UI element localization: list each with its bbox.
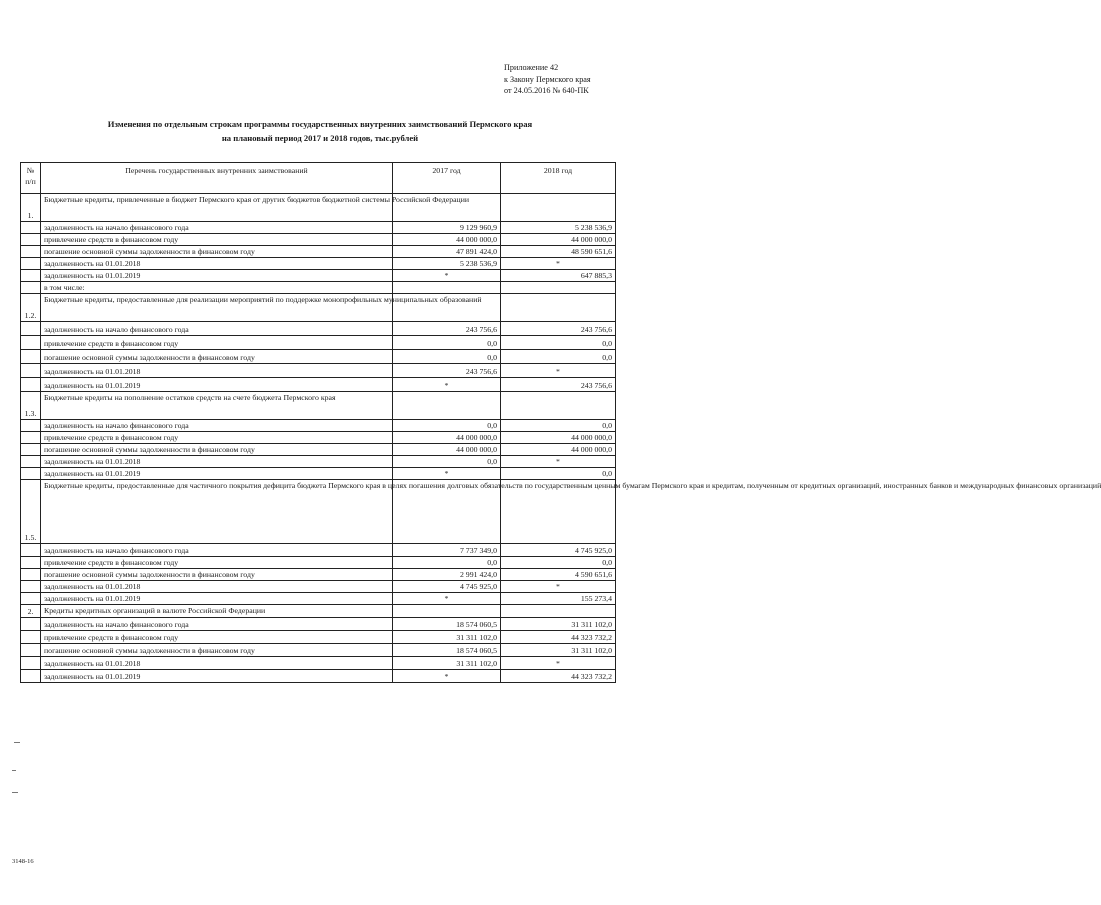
table-row bbox=[21, 222, 616, 234]
row-name: погашение основной суммы задолженности в финансовом году bbox=[41, 569, 393, 581]
row-name: задолженность на начало финансового года bbox=[41, 618, 393, 631]
row-number bbox=[21, 444, 41, 456]
value-2018: 155 273,4 bbox=[501, 593, 616, 605]
section-row bbox=[21, 480, 616, 544]
value-2018: 0,0 bbox=[501, 336, 616, 350]
table-row bbox=[21, 350, 616, 364]
row-number: 1.5. bbox=[21, 480, 41, 544]
row-number bbox=[21, 222, 41, 234]
row-number bbox=[21, 569, 41, 581]
title-line: на плановый период 2017 и 2018 годов, тыс.рублей bbox=[221, 132, 419, 143]
row-number bbox=[21, 432, 41, 444]
row-number bbox=[21, 468, 41, 480]
row-name: задолженность на 01.01.2018 bbox=[41, 657, 393, 670]
row-number bbox=[21, 593, 41, 605]
row-number bbox=[21, 670, 41, 683]
row-number bbox=[21, 544, 41, 557]
table-row bbox=[21, 593, 616, 605]
row-name: задолженность на 01.01.2019 bbox=[41, 593, 393, 605]
row-name: погашение основной суммы задолженности в финансовом году bbox=[41, 246, 393, 258]
value-2017: 0,0 bbox=[393, 336, 501, 350]
document-title bbox=[40, 118, 600, 145]
row-name: Бюджетные кредиты, предоставленные для частичного покрытия дефицита бюджета Пермского края в целях погашения долговых обязательств по государственным ценным бумагам Пермского края и кредитам, полученным от кредитных организаций, иностранных банков и международных финансовых организаций bbox=[41, 480, 393, 544]
row-number bbox=[21, 258, 41, 270]
table-row bbox=[21, 432, 616, 444]
row-number bbox=[21, 456, 41, 468]
section-row bbox=[21, 294, 616, 322]
table-row bbox=[21, 569, 616, 581]
row-number bbox=[21, 322, 41, 336]
value-2017: 47 891 424,0 bbox=[393, 246, 501, 258]
row-number bbox=[21, 618, 41, 631]
value-2017: 44 000 000,0 bbox=[393, 444, 501, 456]
value-2017: * bbox=[393, 378, 501, 392]
value-2018: 48 590 651,6 bbox=[501, 246, 616, 258]
row-name: привлечение средств в финансовом году bbox=[41, 234, 393, 246]
table-row bbox=[21, 336, 616, 350]
row-name: привлечение средств в финансовом году bbox=[41, 336, 393, 350]
value-2018: * bbox=[501, 581, 616, 593]
table-row bbox=[21, 468, 616, 480]
value-2018 bbox=[501, 294, 616, 322]
row-number bbox=[21, 644, 41, 657]
document-code: 3148-16 bbox=[12, 858, 34, 865]
value-2018: 31 311 102,0 bbox=[501, 644, 616, 657]
table-row bbox=[21, 258, 616, 270]
value-2018: 4 745 925,0 bbox=[501, 544, 616, 557]
value-2018: 31 311 102,0 bbox=[501, 618, 616, 631]
row-name: задолженность на 01.01.2018 bbox=[41, 456, 393, 468]
value-2018 bbox=[501, 282, 616, 294]
header-2017: 2017 год bbox=[393, 163, 501, 194]
borrowings-table bbox=[20, 162, 1101, 683]
value-2018: 243 756,6 bbox=[501, 322, 616, 336]
value-2018: 0,0 bbox=[501, 468, 616, 480]
row-number bbox=[21, 234, 41, 246]
value-2018: * bbox=[501, 657, 616, 670]
row-name: задолженность на 01.01.2018 bbox=[41, 258, 393, 270]
value-2018: 647 885,3 bbox=[501, 270, 616, 282]
row-name: задолженность на начало финансового года bbox=[41, 544, 393, 557]
row-number bbox=[21, 420, 41, 432]
value-2017: 44 000 000,0 bbox=[393, 234, 501, 246]
value-2018: 44 323 732,2 bbox=[501, 631, 616, 644]
row-number bbox=[21, 557, 41, 569]
value-2017: 4 745 925,0 bbox=[393, 581, 501, 593]
row-name: в том числе: bbox=[41, 282, 393, 294]
value-2018: * bbox=[501, 456, 616, 468]
row-name: задолженность на начало финансового года bbox=[41, 322, 393, 336]
table-row bbox=[21, 644, 616, 657]
value-2017: 243 756,6 bbox=[393, 364, 501, 378]
value-2018 bbox=[501, 194, 616, 222]
value-2018: 0,0 bbox=[501, 350, 616, 364]
table-row bbox=[21, 234, 616, 246]
section-row bbox=[21, 605, 616, 618]
table-body bbox=[21, 194, 1101, 683]
row-number: 1. bbox=[21, 194, 41, 222]
value-2018: 44 000 000,0 bbox=[501, 444, 616, 456]
table-header-row bbox=[21, 163, 616, 194]
row-number: 1.3. bbox=[21, 392, 41, 420]
value-2017: 31 311 102,0 bbox=[393, 657, 501, 670]
row-number: 2. bbox=[21, 605, 41, 618]
row-number bbox=[21, 282, 41, 294]
table-row bbox=[21, 270, 616, 282]
value-2018: * bbox=[501, 364, 616, 378]
row-name: задолженность на начало финансового года bbox=[41, 420, 393, 432]
header-2018: 2018 год bbox=[501, 163, 616, 194]
table-row bbox=[21, 670, 616, 683]
row-name: погашение основной суммы задолженности в финансовом году bbox=[41, 644, 393, 657]
row-number bbox=[21, 581, 41, 593]
appendix-line: к Закону Пермского края bbox=[504, 74, 591, 84]
row-name: Кредиты кредитных организаций в валюте Российской Федерации bbox=[41, 605, 393, 618]
value-2017: 0,0 bbox=[393, 456, 501, 468]
value-2017 bbox=[393, 392, 501, 420]
row-name: Бюджетные кредиты на пополнение остатков средств на счете бюджета Пермского края bbox=[41, 392, 393, 420]
row-name: погашение основной суммы задолженности в финансовом году bbox=[41, 350, 393, 364]
table-row bbox=[21, 618, 616, 631]
value-2018 bbox=[501, 605, 616, 618]
row-name: задолженность на начало финансового года bbox=[41, 222, 393, 234]
row-name: привлечение средств в финансовом году bbox=[41, 557, 393, 569]
row-name: задолженность на 01.01.2019 bbox=[41, 270, 393, 282]
value-2017: 0,0 bbox=[393, 420, 501, 432]
row-number bbox=[21, 270, 41, 282]
value-2017: 18 574 060,5 bbox=[393, 644, 501, 657]
appendix-reference bbox=[504, 62, 591, 97]
row-number bbox=[21, 378, 41, 392]
value-2018 bbox=[501, 392, 616, 420]
value-2018: 44 000 000,0 bbox=[501, 234, 616, 246]
value-2018: 44 323 732,2 bbox=[501, 670, 616, 683]
header-name: Перечень государственных внутренних заимствований bbox=[41, 163, 393, 194]
value-2017: 18 574 060,5 bbox=[393, 618, 501, 631]
value-2017: 5 238 536,9 bbox=[393, 258, 501, 270]
value-2017: * bbox=[393, 593, 501, 605]
scan-mark bbox=[14, 742, 20, 743]
table-row bbox=[21, 322, 616, 336]
value-2017: * bbox=[393, 670, 501, 683]
value-2017: 9 129 960,9 bbox=[393, 222, 501, 234]
table-row bbox=[21, 246, 616, 258]
section-row bbox=[21, 392, 616, 420]
value-2017: 2 991 424,0 bbox=[393, 569, 501, 581]
row-number bbox=[21, 631, 41, 644]
value-2017: 0,0 bbox=[393, 557, 501, 569]
scan-mark bbox=[12, 770, 16, 771]
table-row bbox=[21, 456, 616, 468]
value-2018: 44 000 000,0 bbox=[501, 432, 616, 444]
value-2017: 44 000 000,0 bbox=[393, 432, 501, 444]
row-name: привлечение средств в финансовом году bbox=[41, 631, 393, 644]
table-row bbox=[21, 364, 616, 378]
table-row bbox=[21, 282, 616, 294]
section-row bbox=[21, 194, 616, 222]
row-name: задолженность на 01.01.2019 bbox=[41, 670, 393, 683]
table-row bbox=[21, 557, 616, 569]
appendix-line: Приложение 42 bbox=[504, 63, 559, 72]
table-row bbox=[21, 631, 616, 644]
value-2017: 7 737 349,0 bbox=[393, 544, 501, 557]
value-2018: 0,0 bbox=[501, 420, 616, 432]
row-name: задолженность на 01.01.2019 bbox=[41, 378, 393, 392]
table-row bbox=[21, 544, 616, 557]
value-2017: 31 311 102,0 bbox=[393, 631, 501, 644]
value-2018: 0,0 bbox=[501, 557, 616, 569]
value-2017: 243 756,6 bbox=[393, 322, 501, 336]
title-line: Изменения по отдельным строкам программы государственных внутренних заимствований Пермского края bbox=[107, 119, 533, 129]
table-row bbox=[21, 378, 616, 392]
row-name: задолженность на 01.01.2018 bbox=[41, 581, 393, 593]
row-number bbox=[21, 336, 41, 350]
table-row bbox=[21, 657, 616, 670]
row-number bbox=[21, 350, 41, 364]
row-name: привлечение средств в финансовом году bbox=[41, 432, 393, 444]
value-2017 bbox=[393, 282, 501, 294]
header-num: № п/п bbox=[21, 163, 41, 194]
value-2018: 243 756,6 bbox=[501, 378, 616, 392]
value-2017: * bbox=[393, 468, 501, 480]
value-2017: * bbox=[393, 270, 501, 282]
table-row bbox=[21, 420, 616, 432]
row-name: погашение основной суммы задолженности в финансовом году bbox=[41, 444, 393, 456]
value-2017 bbox=[393, 605, 501, 618]
row-number bbox=[21, 364, 41, 378]
value-2017: 0,0 bbox=[393, 350, 501, 364]
row-number bbox=[21, 246, 41, 258]
table-row bbox=[21, 581, 616, 593]
scan-mark bbox=[12, 792, 18, 793]
row-number bbox=[21, 657, 41, 670]
row-number: 1.2. bbox=[21, 294, 41, 322]
row-name: Бюджетные кредиты, предоставленные для реализации мероприятий по поддержке монопрофильных муниципальных образований bbox=[41, 294, 393, 322]
row-name: задолженность на 01.01.2018 bbox=[41, 364, 393, 378]
table-row bbox=[21, 444, 616, 456]
value-2018: 5 238 536,9 bbox=[501, 222, 616, 234]
row-name: задолженность на 01.01.2019 bbox=[41, 468, 393, 480]
row-name: Бюджетные кредиты, привлеченные в бюджет Пермского края от других бюджетов бюджетной системы Российской Федерации bbox=[41, 194, 393, 222]
appendix-line: от 24.05.2016 № 640-ПК bbox=[504, 86, 589, 95]
value-2018: * bbox=[501, 258, 616, 270]
value-2018: 4 590 651,6 bbox=[501, 569, 616, 581]
